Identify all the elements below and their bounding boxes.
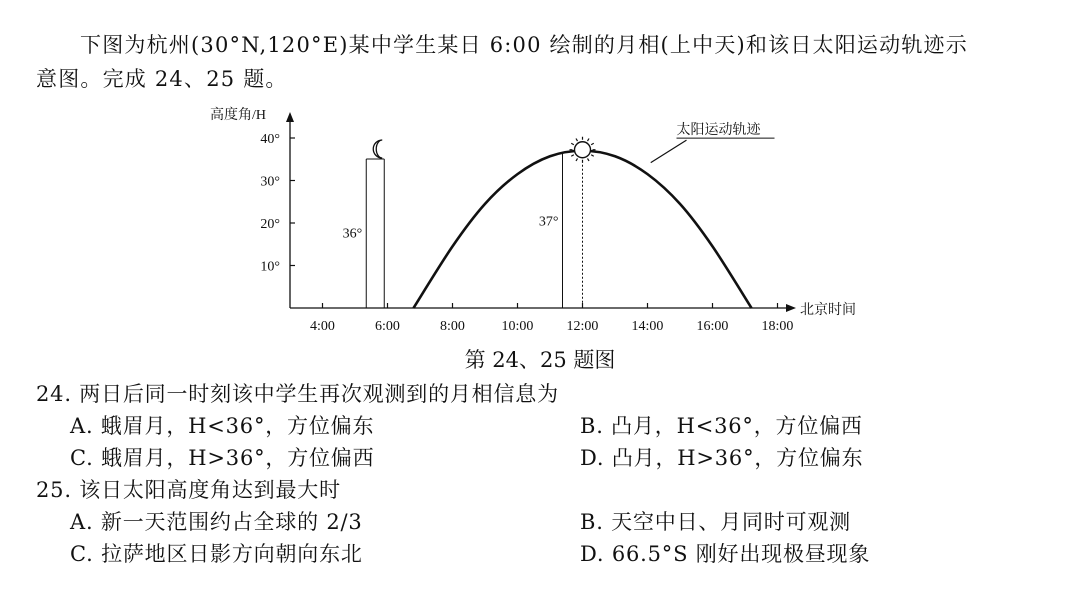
x-tick-label: 8:00 xyxy=(440,319,465,334)
sun-ray xyxy=(576,158,578,161)
intro-line-2: 意图。完成 24、25 题。 xyxy=(36,67,288,91)
series-callout-line xyxy=(651,140,687,163)
series-name-label: 太阳运动轨迹 xyxy=(676,123,761,139)
intro-text xyxy=(36,28,1056,96)
chart-axes xyxy=(286,112,796,312)
chart-labels xyxy=(210,106,856,334)
q25-option-a: A. 新一天范围约占全球的 2/3 xyxy=(70,510,363,534)
y-axis-arrow xyxy=(286,112,294,122)
intro-line-1: 下图为杭州(30°N,120°E)某中学生某日 6:00 绘制的月相(上中天)和该日太阳运动轨迹示 xyxy=(80,33,968,57)
q25-option-d: D. 66.5°S 刚好出现极昼现象 xyxy=(580,542,871,566)
x-tick-label: 12:00 xyxy=(566,319,599,334)
x-axis-label: 北京时间 xyxy=(800,303,856,318)
q24-option-d: D. 凸月，H>36°，方位偏东 xyxy=(580,446,864,470)
figure-caption: 第 24、25 题图 xyxy=(464,348,616,372)
q25-option-c: C. 拉萨地区日影方向朝向东北 xyxy=(70,542,363,566)
q25-option-b: B. 天空中日、月同时可观测 xyxy=(580,510,851,534)
sun-ray xyxy=(588,158,590,161)
x-tick-label: 14:00 xyxy=(631,319,664,334)
x-axis-arrow xyxy=(786,304,796,312)
y-axis-label: 高度角/H xyxy=(210,108,266,123)
moon-altitude-label: 36° xyxy=(342,226,363,242)
moon-icon xyxy=(373,140,382,158)
sun-ray xyxy=(571,143,574,145)
q24-option-b: B. 凸月，H<36°，方位偏西 xyxy=(580,414,863,438)
y-tick-label: 10° xyxy=(260,259,280,275)
sun-ray xyxy=(591,143,594,145)
sun-ray xyxy=(591,155,594,157)
q24-option-c: C. 蛾眉月，H>36°，方位偏西 xyxy=(70,446,375,470)
sun-ray xyxy=(588,138,590,141)
x-tick-label: 4:00 xyxy=(310,319,335,334)
x-tick-label: 10:00 xyxy=(501,319,534,334)
sun-ray xyxy=(576,138,578,141)
question-25-stem: 25. 该日太阳高度角达到最大时 xyxy=(36,478,341,502)
sun-path-figure xyxy=(190,96,890,336)
y-tick-label: 20° xyxy=(260,217,280,232)
x-tick-label: 18:00 xyxy=(761,319,794,334)
sun-altitude-label: 37° xyxy=(538,214,559,230)
x-tick-label: 16:00 xyxy=(696,319,729,334)
x-tick-label: 6:00 xyxy=(375,319,400,334)
y-tick-label: 40° xyxy=(260,132,280,147)
question-24-stem: 24. 两日后同一时刻该中学生再次观测到的月相信息为 xyxy=(36,382,559,406)
q24-option-a: A. 蛾眉月，H<36°，方位偏东 xyxy=(70,414,375,438)
sun-icon xyxy=(575,142,591,158)
sun-ray xyxy=(571,155,574,157)
y-tick-label: 30° xyxy=(260,174,280,190)
